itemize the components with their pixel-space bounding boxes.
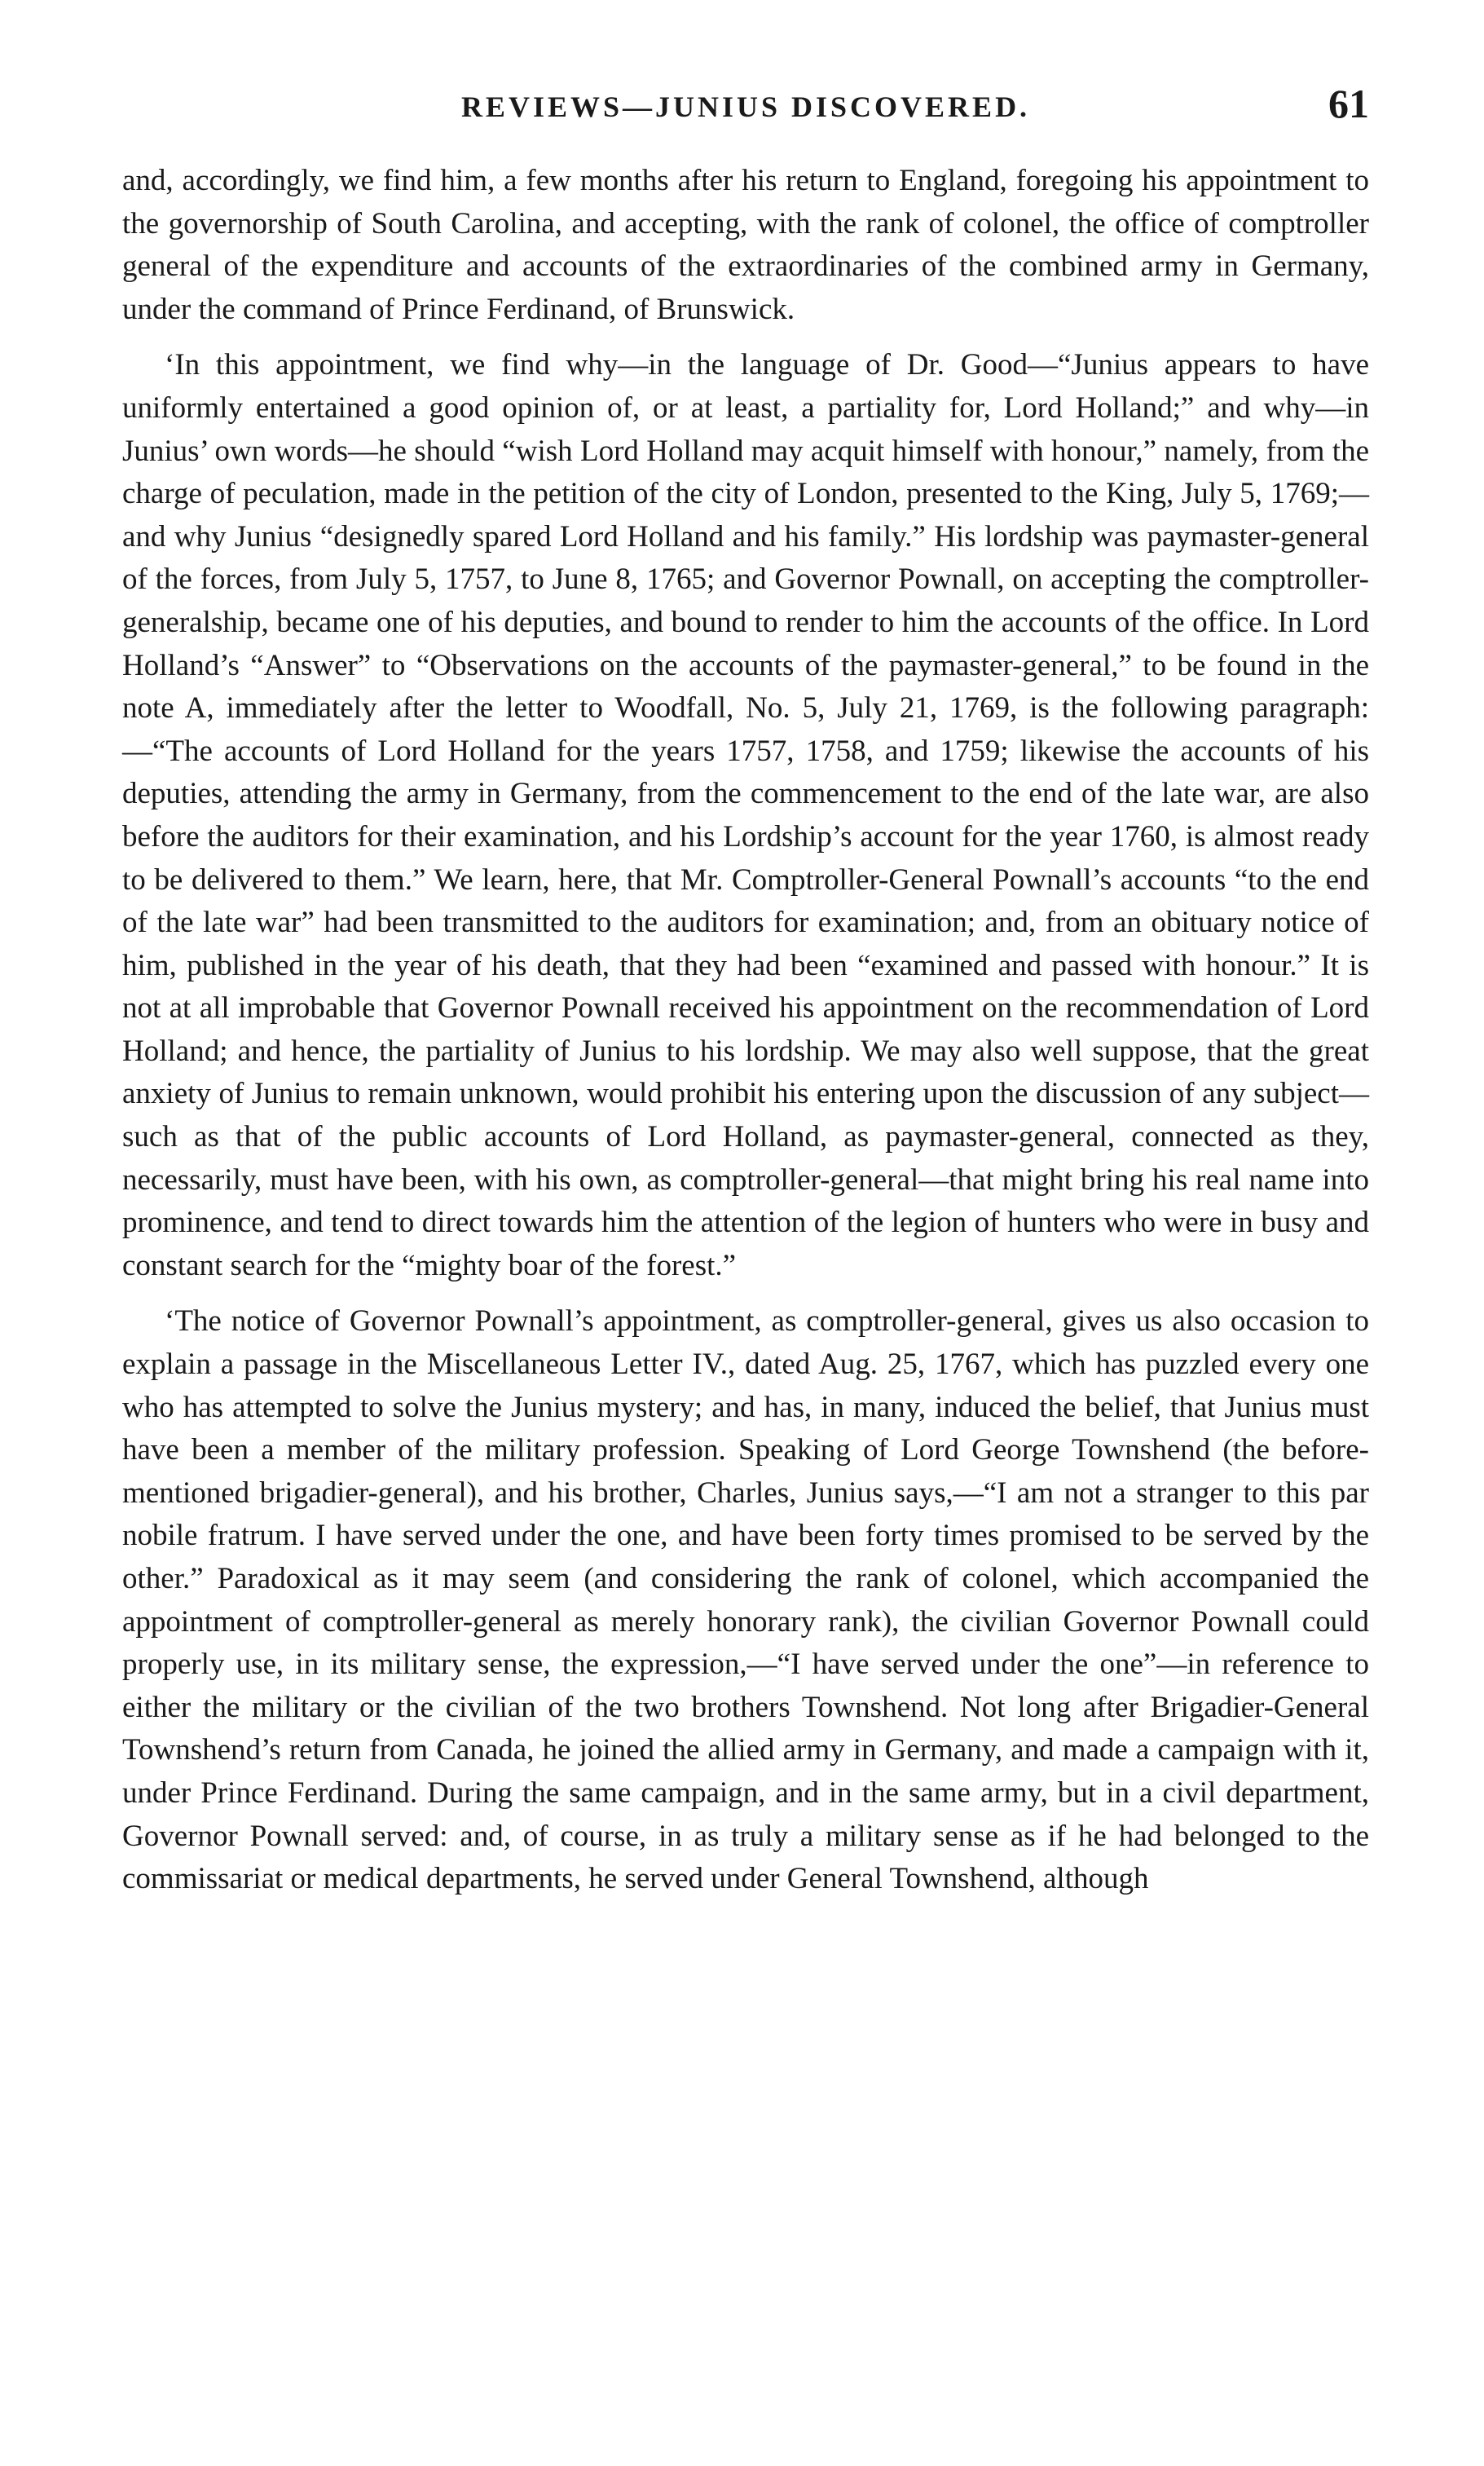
paragraph-1: and, accordingly, we find him, a few months after his return to England, foregoing his appointment to the governorship of South Carolina, and accepting, with the rank of colonel, the office of comptroller general of the expenditure and accounts of the extraordinaries of the combined army in Germany, under the command of Prince Ferdinand, of Brunswick.	[122, 164, 1369, 326]
paragraph-2: ‘In this appointment, we find why—in the language of Dr. Good—“Junius appears to have uniformly entertained a good opinion of, or at least, a partiality for, Lord Holland;” and why—in Junius’ own words—he should “wish Lord Holland may acquit himself with honour,” namely, from the charge of peculation, made in the petition of the city of London, presented to the King, July 5, 1769;—and why Junius “designedly spared Lord Holland and his family.” His lordship was paymaster-general of the forces, from July 5, 1757, to June 8, 1765; and Governor Pownall, on accepting the comptroller-generalship, became one of his deputies, and bound to render to him the accounts of the office. In Lord Holland’s “Answer” to “Observations on the accounts of the paymaster-general,” to be found in the note A, immediately after the letter to Woodfall, No. 5, July 21, 1769, is the following paragraph:—“The accounts of Lord Holland for the years 1757, 1758, and 1759; likewise the accounts of his deputies, attending the army in Germany, from the commencement to the end of the late war, are also before the auditors for their examination, and his Lordship’s account for the year 1760, is almost ready to be delivered to them.” We learn, here, that Mr. Comptroller-General Pownall’s accounts “to the end of the late war” had been transmitted to the auditors for examination; and, from an obituary notice of him, published in the year of his death, that they had been “examined and passed with honour.” It is not at all improbable that Governor Pownall received his appointment on the recommendation of Lord Holland; and hence, the partiality of Junius to his lordship. We may also well suppose, that the great anxiety of Junius to remain unknown, would prohibit his entering upon the discussion of any subject—such as that of the public accounts of Lord Holland, as paymaster-general, connected as they, necessarily, must have been, with his own, as comptroller-general—that might bring his real name into prominence, and tend to direct towards him the attention of the legion of hunters who were in busy and constant search for the “mighty boar of the forest.”	[122, 348, 1369, 1282]
running-title: REVIEWS—JUNIUS DISCOVERED.	[460, 90, 1031, 123]
body-text	[122, 160, 1369, 1901]
page-header	[122, 78, 1369, 137]
page-number: 61	[1328, 81, 1369, 126]
document-page	[122, 78, 1369, 1901]
paragraph-3: ‘The notice of Governor Pownall’s appointment, as comptroller-general, gives us also occasion to explain a passage in the Miscellaneous Letter IV., dated Aug. 25, 1767, which has puzzled every one who has attempted to solve the Junius mystery; and has, in many, induced the belief, that Junius must have been a member of the military profession. Speaking of Lord George Townshend (the before-mentioned brigadier-general), and his brother, Charles, Junius says,—“I am not a stranger to this par nobile fratrum. I have served under the one, and have been forty times promised to be served by the other.” Paradoxical as it may seem (and considering the rank of colonel, which accompanied the appointment of comptroller-general as merely honorary rank), the civilian Governor Pownall could properly use, in its military sense, the expression,—“I have served under the one”—in reference to either the military or the civilian of the two brothers Townshend. Not long after Brigadier-General Townshend’s return from Canada, he joined the allied army in Germany, and made a campaign with it, under Prince Ferdinand. During the same campaign, and in the same army, but in a civil department, Governor Pownall served: and, of course, in as truly a military sense as if he had belonged to the commissariat or medical departments, he served under General Townshend, although	[122, 1304, 1369, 1896]
